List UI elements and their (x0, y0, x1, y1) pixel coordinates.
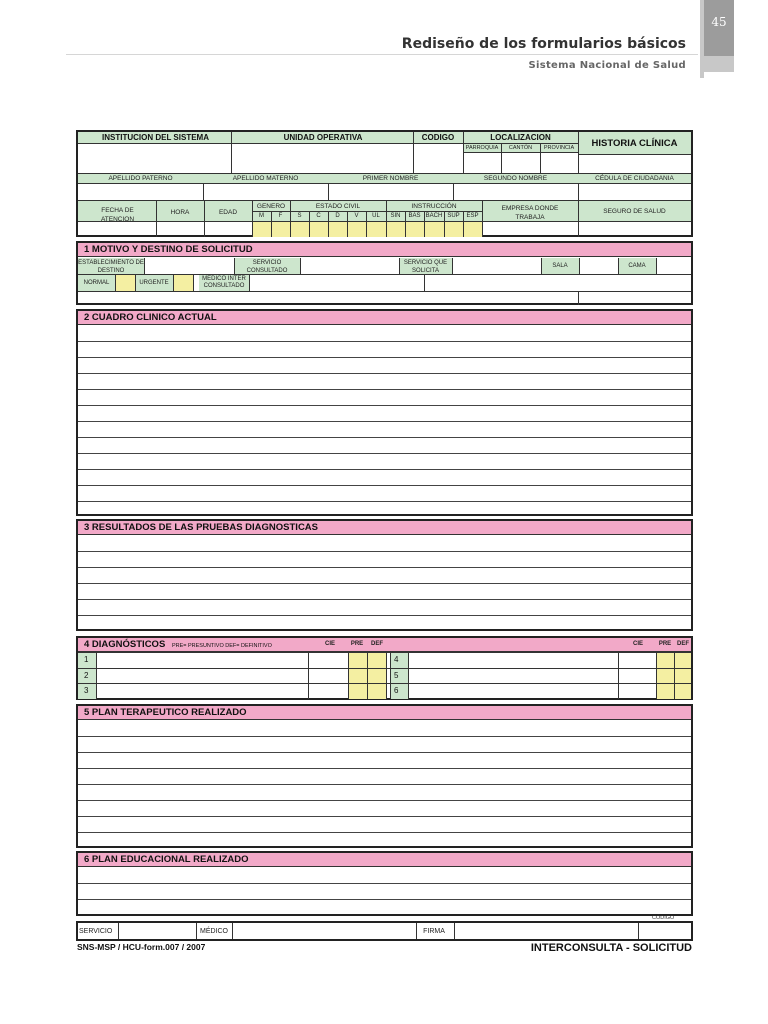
instruccion-sin: SIN (390, 213, 401, 219)
sala-label: SALA (552, 263, 568, 269)
section-resultados (76, 519, 693, 631)
instruccion-bas: BAS (408, 213, 421, 219)
section-6-title: 6 PLAN EDUCACIONAL REALIZADO (78, 853, 691, 867)
parroquia-label: PARROQUIA (465, 145, 499, 151)
page-tab-lower (704, 56, 734, 72)
page-header-subtitle: Sistema Nacional de Salud (528, 60, 686, 71)
patient-id-block (76, 130, 693, 237)
form-name: INTERCONSULTA - SOLICITUD (530, 942, 692, 954)
page-number: 45 (704, 0, 734, 56)
clinical-text-lines[interactable] (78, 326, 691, 514)
section-plan-terapeutico (76, 704, 693, 848)
diag-row-2: 2 (84, 671, 89, 680)
genero-label: GENERO (256, 203, 286, 210)
genero-f: F (278, 213, 283, 219)
results-text-lines[interactable] (78, 536, 691, 629)
section-cuadro-clinico (76, 309, 693, 516)
edad-label: EDAD (218, 209, 238, 216)
hora-label: HORA (170, 209, 190, 216)
header-rule (66, 54, 698, 55)
section-3-title: 3 RESULTADOS DE LAS PRUEBAS DIAGNOSTICAS (78, 521, 691, 535)
urgente-label: URGENTE (139, 280, 169, 286)
instruccion-label: INSTRUCCIÓN (411, 203, 457, 210)
def-right-label: DEF (677, 641, 689, 647)
fecha-label: FECHA DE ATENCION (100, 207, 135, 223)
form-code: SNS-MSP / HCU-form.007 / 2007 (77, 942, 206, 952)
pre-right-label: PRE (658, 641, 672, 647)
estado-civil-label: ESTADO CIVIL (315, 203, 361, 210)
pre-left-label: PRE (350, 641, 364, 647)
demographic-checkboxes[interactable] (252, 222, 482, 237)
cedula-label: CÉDULA DE CIUDADANIA (595, 175, 674, 182)
primer-nombre-label: PRIMER NOMBRE (362, 175, 419, 182)
section-plan-educacional (76, 851, 693, 916)
instruccion-bach: BACH (425, 213, 443, 219)
apellido-materno-label: APELLIDO MATERNO (232, 175, 299, 182)
estado-c: C (316, 213, 321, 219)
estado-d: D (335, 213, 340, 219)
seguro-label: SEGURO DE SALUD (603, 208, 666, 215)
diag-row-4: 4 (394, 655, 399, 664)
diag-row-5: 5 (394, 671, 399, 680)
codigo-small-label: CÓDIGO (652, 915, 675, 921)
genero-m: M (259, 213, 264, 219)
servicio-footer-label: SERVICIO (79, 928, 113, 935)
apellido-paterno-label: APELLIDO PATERNO (108, 175, 173, 182)
def-left-label: DEF (371, 641, 383, 647)
firma-footer-label: FIRMA (423, 928, 445, 935)
diagnosis-legend: PRE= PRESUNTIVO DEF= DEFINITIVO (171, 643, 272, 649)
diag-row-1: 1 (84, 655, 89, 664)
institucion-label: INSTITUCION DEL SISTEMA (102, 133, 209, 142)
empresa-label: EMPRESA DONDE TRABAJA (501, 205, 559, 221)
instruccion-esp: ESP (466, 213, 479, 219)
medico-footer-label: MÉDICO (200, 928, 228, 935)
establecimiento-label: ESTABLECIMIENTO DE DESTINO (78, 260, 144, 274)
provincia-label: PROVINCIA (543, 145, 575, 151)
section-motivo (76, 241, 693, 305)
estado-v: V (354, 213, 359, 219)
estado-ul: UL (372, 213, 380, 219)
page-header-title: Rediseño de los formularios básicos (401, 36, 686, 52)
canton-label: CANTÓN (508, 145, 533, 151)
cama-label: CAMA (628, 263, 646, 269)
codigo-label: CODIGO (421, 133, 455, 142)
historia-label: HISTORIA CLÍNICA (591, 138, 678, 149)
section-1-title: 1 MOTIVO Y DESTINO DE SOLICITUD (78, 243, 691, 257)
cie-left-label: CIE (324, 641, 335, 647)
section-2-title: 2 CUADRO CLINICO ACTUAL (78, 311, 691, 325)
normal-label: NORMAL (83, 280, 110, 286)
normal-checkbox[interactable] (115, 275, 135, 291)
medico-inter-label: MEDICO INTER CONSULTADO (202, 276, 246, 289)
diag-row-3: 3 (84, 686, 89, 695)
localizacion-label: LOCALIZACION (490, 133, 551, 142)
signature-row (76, 921, 693, 941)
segundo-nombre-label: SEGUNDO NOMBRE (483, 175, 548, 182)
therapy-text-lines[interactable] (78, 721, 691, 846)
diag-row-6: 6 (394, 686, 399, 695)
instruccion-sup: SUP (447, 213, 460, 219)
section-diagnosticos (76, 636, 693, 700)
servicio-consultado-label: SERVICIO CONSULTADO (246, 260, 288, 274)
servicio-solicita-label: SERVICIO QUE SOLICITA (403, 260, 448, 274)
urgente-checkbox[interactable] (173, 275, 193, 291)
estado-s: S (297, 213, 302, 219)
education-text-lines[interactable] (78, 868, 691, 914)
cie-right-label: CIE (632, 641, 643, 647)
unidad-label: UNIDAD OPERATIVA (283, 133, 363, 142)
section-5-title: 5 PLAN TERAPEUTICO REALIZADO (78, 706, 691, 720)
section-4-label: 4 DIAGNÓSTICOS (84, 639, 166, 650)
